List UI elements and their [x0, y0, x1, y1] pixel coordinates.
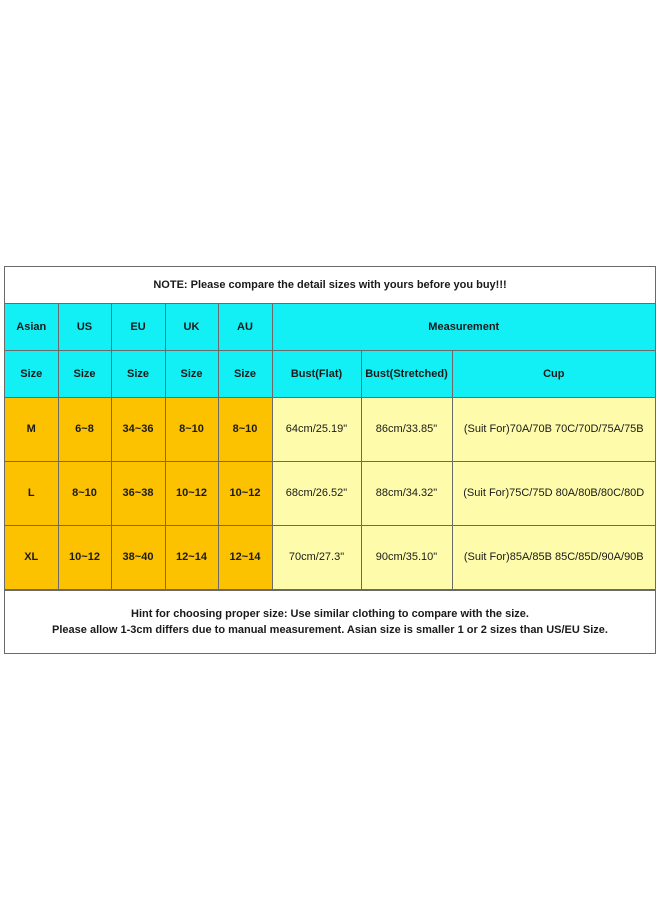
cell-us: 6~8 — [58, 397, 111, 461]
cell-bust-stretched: 86cm/33.85" — [361, 397, 452, 461]
header-au: AU — [218, 304, 272, 350]
cell-eu: 34~36 — [111, 397, 165, 461]
cell-bust-stretched: 90cm/35.10" — [361, 525, 452, 589]
table-row — [5, 461, 655, 525]
size-table — [5, 304, 655, 590]
cell-us: 8~10 — [58, 461, 111, 525]
header-cup: Cup — [452, 350, 655, 397]
table-row — [5, 525, 655, 589]
note-banner: NOTE: Please compare the detail sizes with yours before you buy!!! — [5, 267, 655, 304]
size-chart — [4, 266, 656, 654]
cell-eu: 38~40 — [111, 525, 165, 589]
cell-asian: L — [5, 461, 58, 525]
header-asian-size: Size — [5, 350, 58, 397]
header-bust-flat: Bust(Flat) — [272, 350, 361, 397]
header-eu: EU — [111, 304, 165, 350]
header-us-size: Size — [58, 350, 111, 397]
header-uk: UK — [165, 304, 218, 350]
cell-uk: 10~12 — [165, 461, 218, 525]
header-asian: Asian — [5, 304, 58, 350]
header-row-region — [5, 304, 655, 350]
cell-bust-flat: 68cm/26.52" — [272, 461, 361, 525]
header-bust-stretched: Bust(Stretched) — [361, 350, 452, 397]
cell-au: 12~14 — [218, 525, 272, 589]
cell-cup: (Suit For)70A/70B 70C/70D/75A/75B — [452, 397, 655, 461]
cell-au: 10~12 — [218, 461, 272, 525]
hint-line-2: Please allow 1-3cm differs due to manual measurement. Asian size is smaller 1 or 2 sizes than US/EU Size. — [52, 623, 608, 636]
cell-asian: XL — [5, 525, 58, 589]
cell-asian: M — [5, 397, 58, 461]
cell-bust-stretched: 88cm/34.32" — [361, 461, 452, 525]
header-row-columns — [5, 350, 655, 397]
cell-us: 10~12 — [58, 525, 111, 589]
header-us: US — [58, 304, 111, 350]
cell-cup: (Suit For)75C/75D 80A/80B/80C/80D — [452, 461, 655, 525]
header-eu-size: Size — [111, 350, 165, 397]
cell-cup: (Suit For)85A/85B 85C/85D/90A/90B — [452, 525, 655, 589]
cell-uk: 12~14 — [165, 525, 218, 589]
hint-line-1: Hint for choosing proper size: Use similar clothing to compare with the size. — [131, 607, 529, 620]
header-au-size: Size — [218, 350, 272, 397]
hint-footer — [5, 590, 655, 653]
cell-eu: 36~38 — [111, 461, 165, 525]
cell-uk: 8~10 — [165, 397, 218, 461]
header-uk-size: Size — [165, 350, 218, 397]
cell-au: 8~10 — [218, 397, 272, 461]
cell-bust-flat: 64cm/25.19" — [272, 397, 361, 461]
table-row — [5, 397, 655, 461]
header-measurement: Measurement — [272, 304, 655, 350]
cell-bust-flat: 70cm/27.3" — [272, 525, 361, 589]
